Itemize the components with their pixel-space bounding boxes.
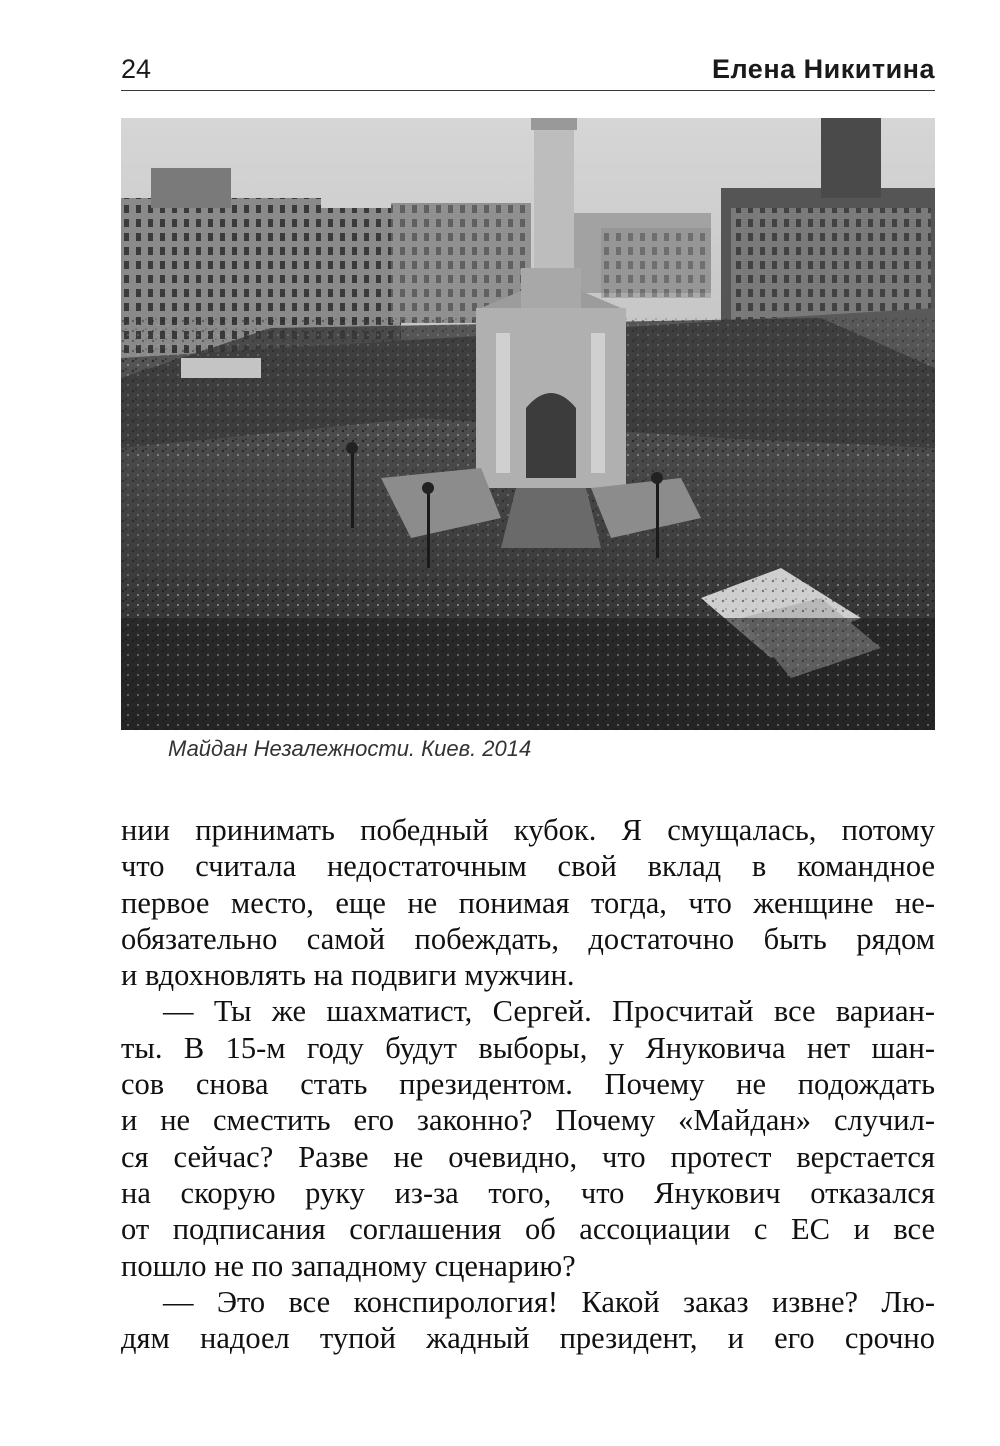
text-line: сов снова стать президентом. Почему не подождать [121,1067,935,1102]
text-line: обязательно самой побеждать, достаточно быть рядом [121,921,935,956]
text-line: — Ты же шахматист, Сергей. Просчитай все вариан- [163,994,935,1029]
text-line: ся сейчас? Разве не очевидно, что протест верстается [121,1139,935,1174]
text-line: первое место, еще не понимая тогда, что женщине не- [121,885,935,920]
maidan-photo [121,118,935,730]
page-number: 24 [121,54,152,84]
text-line: дям надоел тупой жадный президент, и его срочно [121,1321,935,1356]
text-line: от подписания соглашения об ассоциации с ЕС и все [121,1212,935,1247]
text-line: ты. В 15-м году будут выборы, у Януковича нет шан- [121,1030,935,1065]
text-line: пошло не по западному сценарию? [121,1248,576,1283]
text-line: нии принимать победный кубок. Я смущалась, потому [121,813,935,847]
text-line: и вдохновлять на подвиги мужчин. [121,958,575,993]
body-text [121,812,935,1356]
running-head-author: Елена Никитина [712,54,935,84]
text-line: на скорую руку из-за того, что Янукович отказался [121,1175,935,1210]
text-line: и не сместить его законно? Почему «Майдан» случил- [121,1103,935,1138]
text-line: — Это все конспирология! Какой заказ извне? Лю- [163,1284,935,1319]
page-header [121,50,935,91]
photo-caption: Майдан Незалежности. Киев. 2014 [168,736,532,761]
text-line: что считала недостаточным свой вклад в командное [121,849,935,884]
